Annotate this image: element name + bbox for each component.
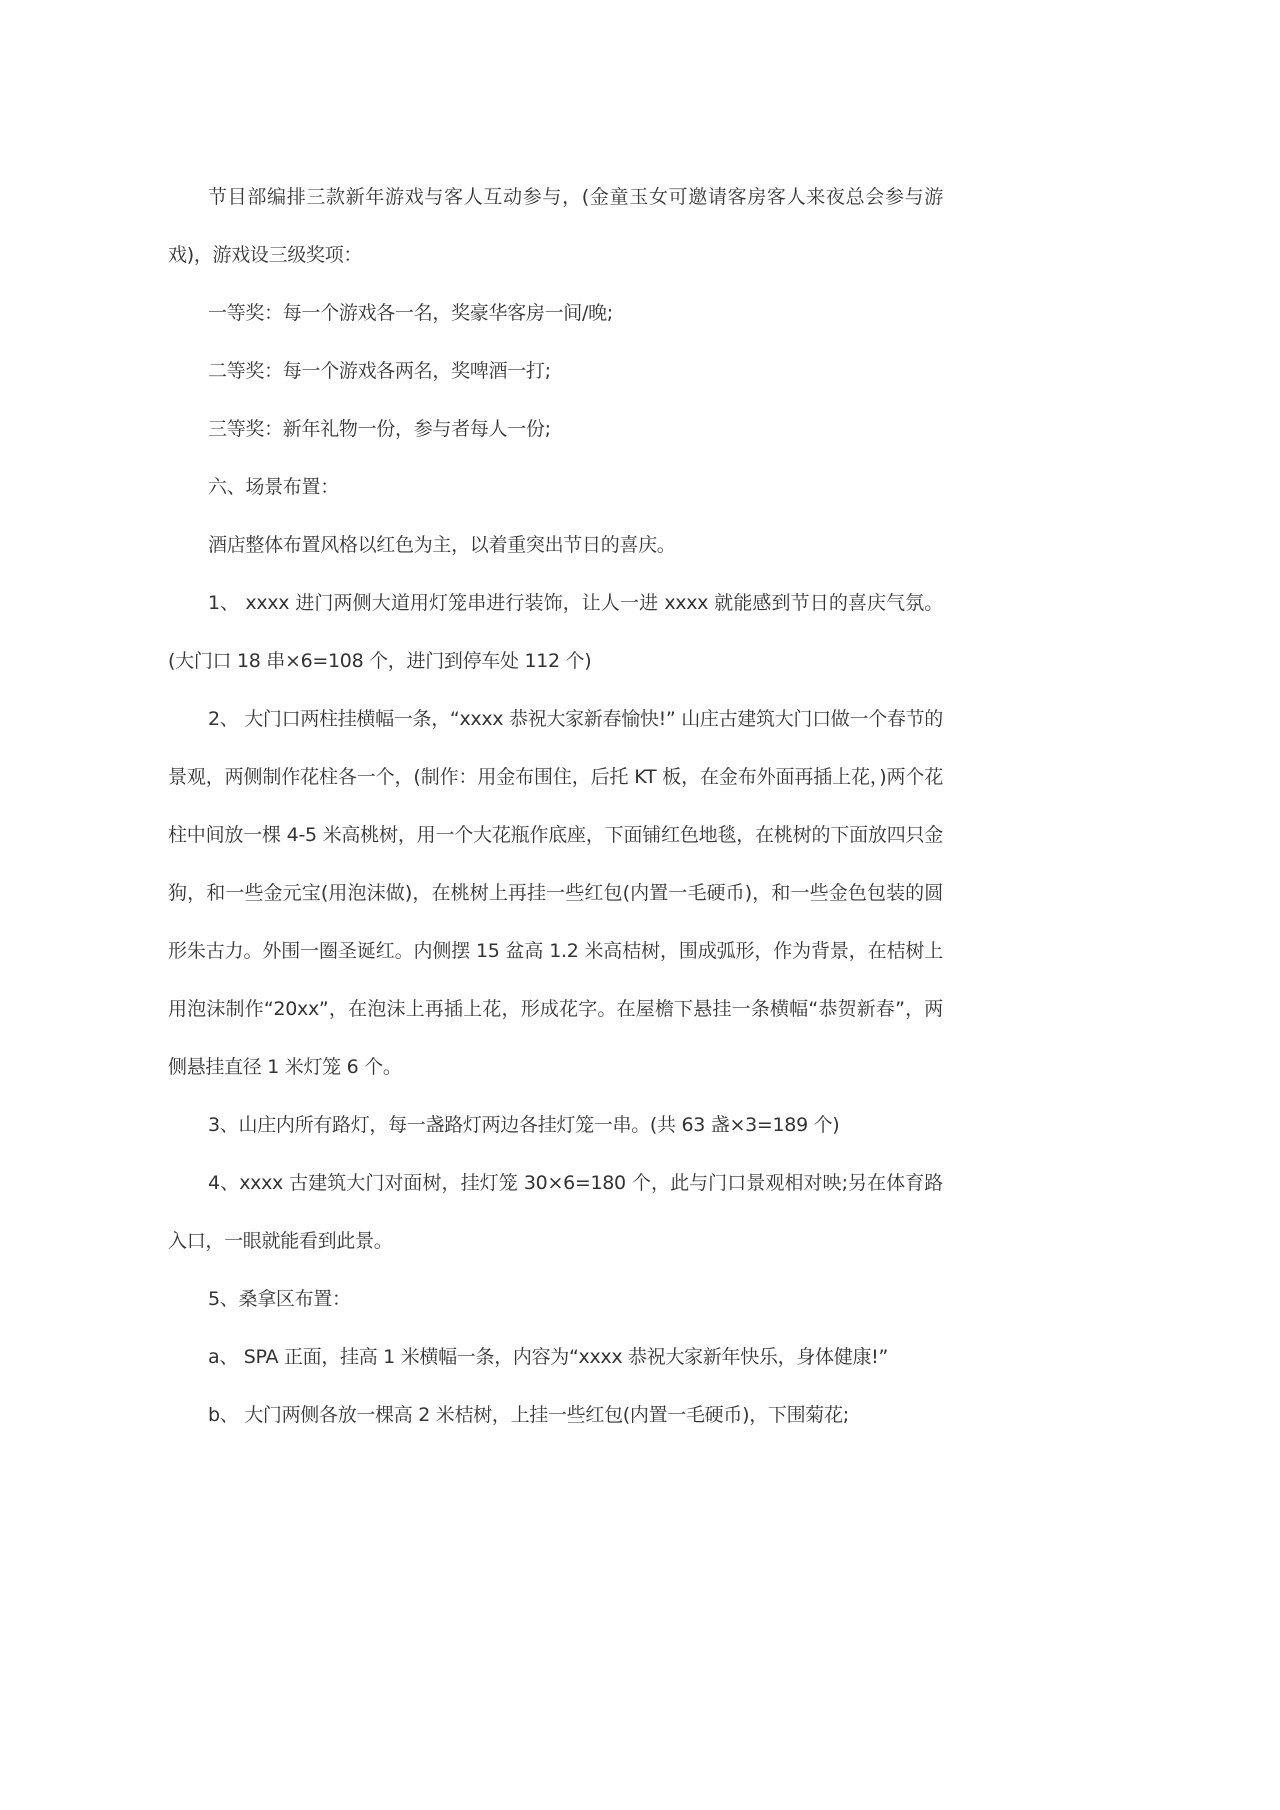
paragraph-item-1: 1、 xxxx 进门两侧大道用灯笼串进行装饰，让人一进 xxxx 就能感到节日的喜庆气氛。(大门口 18 串×6=108 个，进门到停车处 112 个) xyxy=(168,592,943,672)
paragraph-style-overview: 酒店整体布置风格以红色为主，以着重突出节日的喜庆。 xyxy=(208,534,676,556)
paragraph-item-5-heading: 5、桑拿区布置： xyxy=(208,1288,351,1310)
paragraph-third-prize: 三等奖：新年礼物一份，参与者每人一份; xyxy=(208,418,551,440)
section-heading-scene-layout: 六、场景布置： xyxy=(208,476,339,498)
paragraph-games-intro: 节目部编排三款新年游戏与客人互动参与，(金童玉女可邀请客房客人来夜总会参与游戏)，游戏设三级奖项： xyxy=(168,186,943,266)
paragraph-item-3: 3、山庄内所有路灯，每一盏路灯两边各挂灯笼一串。(共 63 盏×3=189 个) xyxy=(208,1114,840,1136)
paragraph-item-2: 2、 大门口两柱挂横幅一条，“xxxx 恭祝大家新春愉快!” 山庄古建筑大门口做一个春节的景观，两侧制作花柱各一个，(制作：用金布围住，后托 KT 板，在金布外面再插上花，)两个花柱中间放一棵 4-5 米高桃树，用一个大花瓶作底座，下面铺红色地毯，在桃树的下面放四只金狗，和一些金元宝(用泡沫做)，在桃树上再挂一些红包(内置一毛硬币)，和一些金色包装的圆形朱古力。外围一圈圣诞红。内侧摆 15 盆高 1.2 米高桔树，围成弧形，作为背景，在桔树上用泡沫制作“20xx”，在泡沫上再插上花，形成花字。在屋檐下悬挂一条横幅“恭贺新春”，两侧悬挂直径 1 米灯笼 6 个。 xyxy=(168,708,943,1078)
paragraph-item-5a: a、 SPA 正面，挂高 1 米横幅一条，内容为“xxxx 恭祝大家新年快乐，身体健康!” xyxy=(208,1346,889,1368)
paragraph-second-prize: 二等奖：每一个游戏各两名，奖啤酒一打; xyxy=(208,360,551,382)
paragraph-first-prize: 一等奖：每一个游戏各一名，奖豪华客房一间/晚; xyxy=(208,302,613,324)
paragraph-item-5b: b、 大门两侧各放一棵高 2 米桔树，上挂一些红包(内置一毛硬币)，下围菊花; xyxy=(208,1404,849,1426)
paragraph-item-4: 4、xxxx 古建筑大门对面树，挂灯笼 30×6=180 个，此与门口景观相对映;另在体育路入口，一眼就能看到此景。 xyxy=(168,1172,943,1252)
document-page xyxy=(168,168,943,1444)
